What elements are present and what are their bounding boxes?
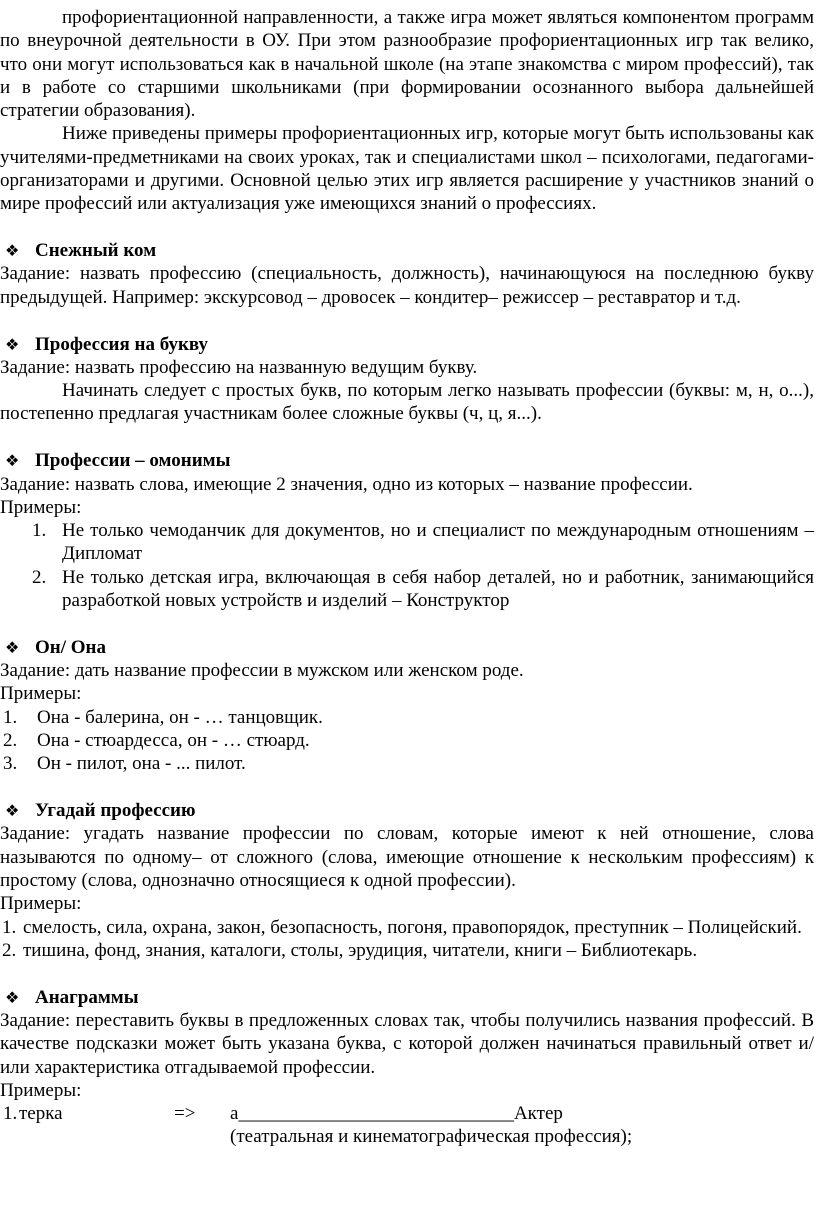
section-heading-professii-omonimy (0, 449, 814, 472)
examples-list (0, 916, 814, 963)
answer-hint-letter: а (230, 1103, 239, 1125)
section-heading-snezhny-kom (0, 239, 814, 262)
examples-list (0, 519, 814, 612)
section-task: Задание: назвать слова, имеющие 2 значения, одно из которых – название профессии. (0, 473, 693, 495)
diamond-bullet-icon: ❖ (5, 987, 20, 1007)
section-title: Анаграммы (35, 986, 139, 1008)
diamond-bullet-icon: ❖ (5, 241, 20, 261)
list-item-number: 1. (32, 520, 47, 542)
list-item (0, 916, 814, 939)
examples-label: Примеры: (0, 683, 82, 705)
anagram-note: (театральная и кинематографическая профессия); (230, 1126, 633, 1148)
list-item-text: Он - пилот, она - ... пилот. (37, 753, 246, 775)
examples-label: Примеры: (0, 893, 82, 915)
intro-paragraph-1: профориентационной направленности, а также игра может являться компонентом программ по внеурочной деятельности в ОУ. При этом разнообразие профориентационных игр так велико, что они могут использоваться как в начальной школе (на этапе знакомства с миром профессий), так и в работе со старшими школьниками (при формировании осознанного выбора дальнейшей стратегии образования). (0, 7, 814, 122)
list-item-number: 1. (2, 916, 17, 938)
list-item-number: 2. (32, 566, 47, 588)
section-note: Начинать следует с простых букв, по которым легко называть профессии (буквы: м, н, о...), постепенно предлагая участникам более сложные буквы (ч, ц, я...). (0, 380, 814, 425)
section-title: Профессии – омонимы (35, 450, 231, 472)
anagram-answer-line (230, 1102, 814, 1125)
diamond-bullet-icon: ❖ (5, 637, 20, 657)
answer-blank-line: _____________________________ (238, 1103, 514, 1125)
list-item-text: Не только чемоданчик для документов, но и специалист по международным отношениям – Дипломат (62, 520, 814, 565)
examples-label: Примеры: (0, 496, 82, 518)
intro-paragraph-2: Ниже приведены примеры профориентационных игр, которые могут быть использованы как учителями-предметниками на своих уроках, так и специалистами школ – психологами, педагогами-организаторами и другими. Основной целью этих игр является расширение у участников знаний о мире профессий или актуализация уже имеющихся знаний о профессиях. (0, 123, 814, 215)
anagram-source-word: терка (19, 1103, 63, 1125)
list-item-text: Она - балерина, он - … танцовщик. (37, 706, 323, 728)
section-title: Профессия на букву (35, 333, 209, 355)
section-title: Угадай профессию (35, 800, 196, 822)
diamond-bullet-icon: ❖ (5, 334, 20, 354)
section-task: Задание: угадать название профессии по словам, которые имеют к ней отношение, слова называются по одному– от сложного (слова, имеющие отношение к нескольким профессиям) к простому (слова, однозначно относящиеся к одной профессии). (0, 823, 814, 891)
section-task: Задание: назвать профессию на названную ведущим букву. (0, 356, 478, 378)
examples-label: Примеры: (0, 1079, 82, 1101)
list-item-text: смелость, сила, охрана, закон, безопасность, погоня, правопорядок, преступник – Полицейский. (23, 916, 802, 938)
list-item-number: 2. (3, 730, 18, 752)
list-item (32, 566, 814, 613)
list-item (0, 752, 814, 775)
list-item (0, 939, 814, 962)
list-item (0, 706, 814, 729)
list-item-text: тишина, фонд, знания, каталоги, столы, эрудиция, читатели, книги – Библиотекарь. (23, 939, 698, 961)
section-task: Задание: назвать профессию (специальность, должность), начинающуюся на последнюю букву предыдущей. Например: экскурсовод – дровосек – кондитер– режиссер – реставратор и т.д. (0, 263, 814, 308)
list-item (32, 519, 814, 566)
examples-list (0, 706, 814, 776)
section-task: Задание: дать название профессии в мужском или женском роде. (0, 660, 524, 682)
anagram-answer-column (230, 1102, 814, 1149)
section-heading-anagrammy (0, 986, 814, 1009)
section-title: Он/ Она (35, 636, 106, 658)
diamond-bullet-icon: ❖ (5, 451, 20, 471)
list-item-number: 1. (3, 1103, 18, 1125)
diamond-bullet-icon: ❖ (5, 801, 20, 821)
arrow-glyph: => (174, 1103, 196, 1125)
list-item-number: 2. (2, 939, 17, 961)
list-item (0, 729, 814, 752)
section-title: Снежный ком (35, 240, 157, 262)
section-heading-professiya-na-bukvu (0, 333, 814, 356)
section-task: Задание: переставить буквы в предложенных словах так, чтобы получились названия профессий. В качестве подсказки может быть указана буква, с которой должен начинаться правильный ответ и/ или характеристика отгадываемой профессии. (0, 1009, 814, 1078)
list-item-text: Она - стюардесса, он - … стюард. (37, 730, 310, 752)
list-item-number: 1. (3, 706, 18, 728)
section-heading-on-ona (0, 636, 814, 659)
answer-word: Актер (513, 1103, 563, 1125)
section-heading-ugaday-professiyu (0, 799, 814, 822)
list-item-number: 3. (3, 753, 18, 775)
anagram-row (0, 1102, 814, 1149)
list-item-text: Не только детская игра, включающая в себя набор деталей, но и работник, занимающийся разработкой новых устройств и изделий – Конструктор (62, 566, 814, 612)
